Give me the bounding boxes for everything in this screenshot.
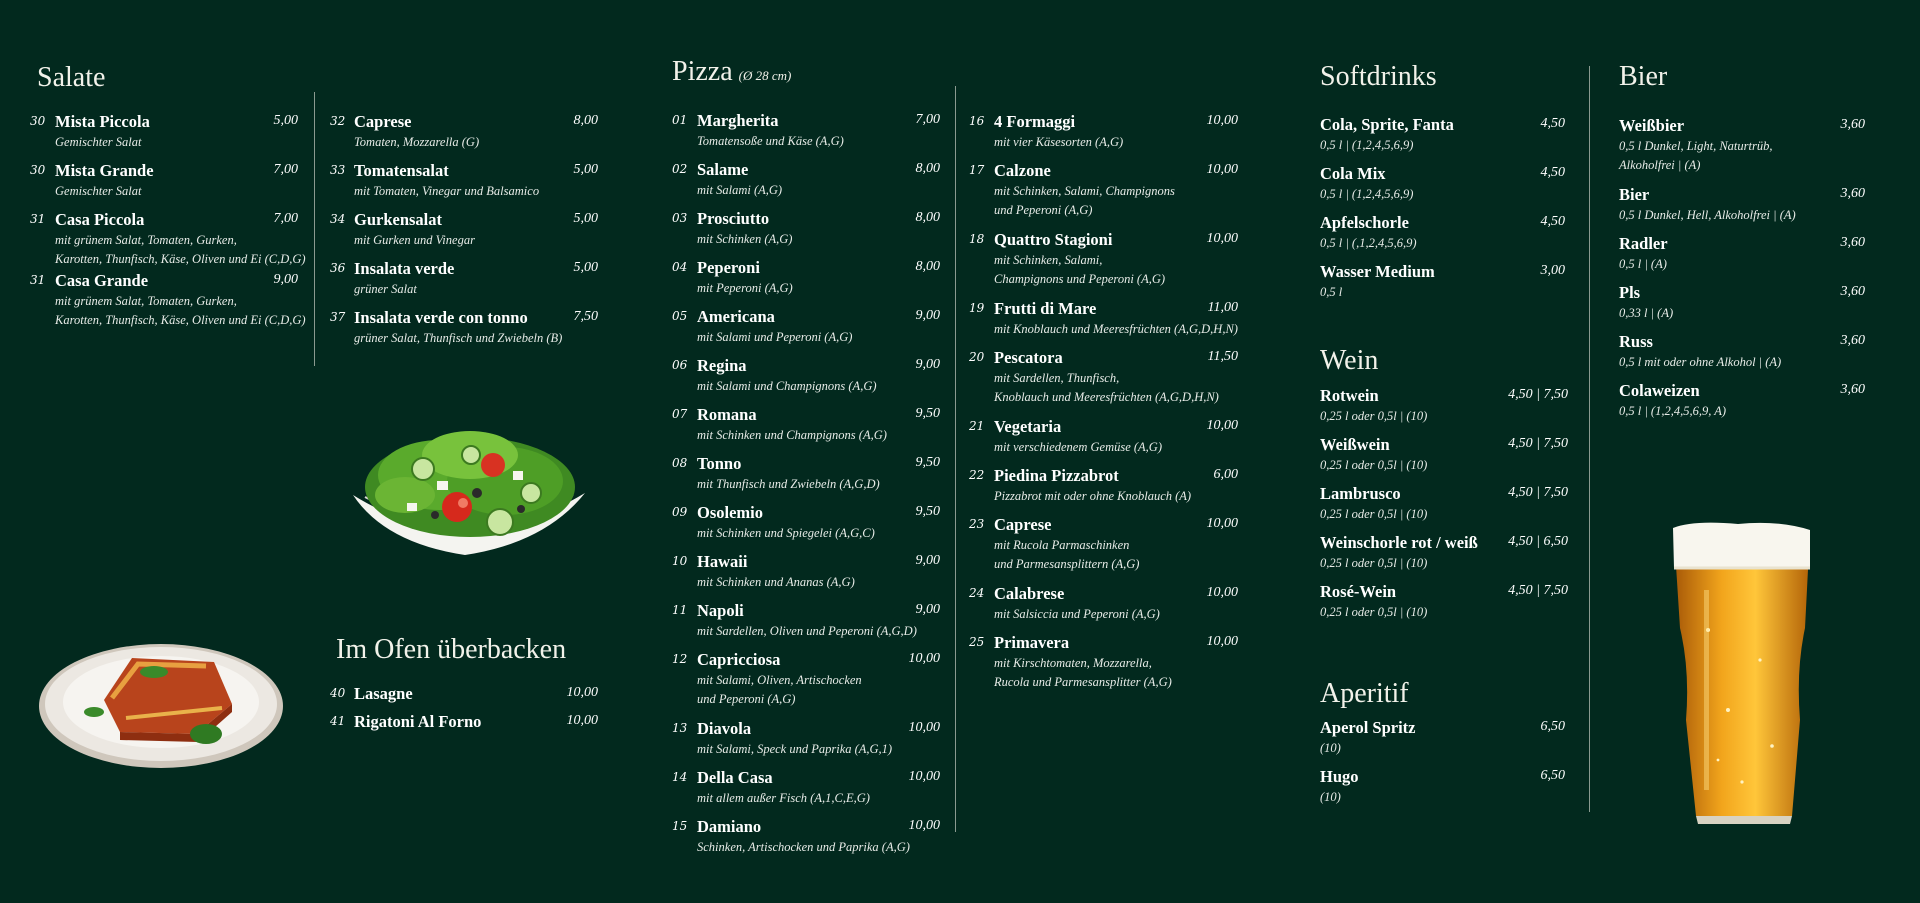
item-description <box>55 133 141 152</box>
item-price: 7,50 <box>573 309 598 324</box>
item-name: Radler <box>1619 234 1668 253</box>
item-number: 33 <box>330 163 346 177</box>
item-description <box>697 377 877 396</box>
item-price: 3,60 <box>1840 186 1865 201</box>
item-number: 32 <box>330 114 346 128</box>
item-price: 9,00 <box>915 602 940 617</box>
item-number: 41 <box>330 714 346 728</box>
heading-salate: Salate <box>37 62 106 93</box>
item-price: 9,00 <box>915 553 940 568</box>
item-description-line: Schinken, Artischocken und Paprika (A,G) <box>697 840 910 854</box>
item-description-line: mit grünem Salat, Tomaten, Gurken, <box>55 233 237 247</box>
item-name: Prosciutto <box>697 209 770 228</box>
beer-photo <box>1668 520 1816 826</box>
item-description-line: mit Schinken, Salami, <box>994 253 1103 267</box>
item-number: 22 <box>969 468 985 482</box>
item-description-line: mit vier Käsesorten (A,G) <box>994 135 1124 149</box>
item-description <box>994 182 1175 219</box>
item-price: 11,00 <box>1207 300 1238 315</box>
item-description <box>1320 788 1341 807</box>
item-description <box>697 328 852 347</box>
item-name: Regina <box>697 356 747 375</box>
item-number: 11 <box>672 603 688 617</box>
item-price: 9,00 <box>915 357 940 372</box>
item-description-line: mit allem außer Fisch (A,1,C,E,G) <box>697 791 870 805</box>
item-description <box>1320 505 1427 524</box>
item-description-line: 0,5 l mit oder ohne Alkohol | (A) <box>1619 355 1782 369</box>
item-description-line: mit Salami (A,G) <box>697 183 783 197</box>
item-description-line: mit Tomaten, Vinegar und Balsamico <box>354 184 540 198</box>
heading-softdrinks: Softdrinks <box>1320 61 1437 92</box>
item-name: Capricciosa <box>697 650 781 669</box>
item-name: Della Casa <box>697 768 773 787</box>
heading-im-ofen: Im Ofen überbacken <box>336 634 567 665</box>
item-number: 08 <box>672 456 688 470</box>
lasagne-photo <box>36 638 286 770</box>
item-description-line: grüner Salat <box>354 282 417 296</box>
item-description-line: mit Kirschtomaten, Mozzarella, <box>994 656 1152 670</box>
item-price: 8,00 <box>915 210 940 225</box>
item-description-line: mit Schinken, Salami, Champignons <box>994 184 1175 198</box>
item-name: Insalata verde <box>354 259 455 278</box>
item-number: 23 <box>969 517 985 531</box>
item-number: 12 <box>672 652 688 666</box>
item-description <box>1320 456 1427 475</box>
item-price: 10,00 <box>908 720 940 735</box>
item-description <box>1320 283 1342 302</box>
item-name: Frutti di Mare <box>994 299 1097 318</box>
item-name: Margherita <box>697 111 779 130</box>
item-name: Peperoni <box>697 258 760 277</box>
item-description-line: 0,25 l oder 0,5l | (10) <box>1320 409 1428 423</box>
item-description-line: 0,5 l Dunkel, Light, Naturtrüb, <box>1619 139 1773 153</box>
item-description <box>994 605 1160 624</box>
item-price: 6,50 <box>1540 719 1565 734</box>
item-number: 18 <box>969 232 985 246</box>
item-number: 34 <box>330 212 346 226</box>
item-description-line: und Peperoni (A,G) <box>697 691 796 706</box>
item-name: Weißbier <box>1619 116 1685 135</box>
item-price: 6,00 <box>1213 467 1238 482</box>
item-number: 21 <box>969 419 985 433</box>
item-price: 10,00 <box>1206 113 1238 128</box>
item-description-line: Tomatensoße und Käse (A,G) <box>697 134 844 148</box>
heading-wein: Wein <box>1320 345 1379 376</box>
item-price: 3,60 <box>1840 235 1865 250</box>
item-name: Wasser Medium <box>1320 262 1435 281</box>
item-description-line: 0,5 l Dunkel, Hell, Alkoholfrei | (A) <box>1619 208 1796 222</box>
item-name: Casa Grande <box>55 271 149 290</box>
item-description-line: Gemischter Salat <box>55 184 142 198</box>
item-description <box>994 536 1139 573</box>
item-number: 37 <box>330 310 346 324</box>
item-name: Weißwein <box>1320 435 1390 454</box>
item-description <box>1320 554 1427 573</box>
item-number: 20 <box>969 350 985 364</box>
item-price: 11,50 <box>1207 349 1238 364</box>
item-description-line: mit Sardellen, Thunfisch, <box>994 371 1120 385</box>
item-name: Diavola <box>697 719 752 738</box>
item-name: Insalata verde con tonno <box>354 308 528 327</box>
item-price: 10,00 <box>1206 516 1238 531</box>
item-price: 10,00 <box>1206 634 1238 649</box>
item-description <box>697 230 792 249</box>
item-price: 3,60 <box>1840 284 1865 299</box>
item-description <box>697 671 862 708</box>
item-price: 8,00 <box>915 161 940 176</box>
item-description <box>55 231 306 268</box>
item-price: 4,50 <box>1540 214 1565 229</box>
item-description-line: mit Schinken und Ananas (A,G) <box>697 575 855 589</box>
item-description-line: (10) <box>1320 790 1341 804</box>
item-description <box>1619 402 1726 421</box>
item-description-line: mit Schinken und Spiegelei (A,G,C) <box>697 526 875 540</box>
item-name: Calabrese <box>994 584 1065 603</box>
item-description <box>697 573 855 592</box>
item-price: 4,50 <box>1540 165 1565 180</box>
item-description-line: mit grünem Salat, Tomaten, Gurken, <box>55 294 237 308</box>
item-price: 4,50 <box>1540 116 1565 131</box>
item-description-line: 0,5 l | (A) <box>1619 257 1667 271</box>
item-price: 9,50 <box>915 406 940 421</box>
item-description-line: Karotten, Thunfisch, Käse, Oliven und Ei (C,D,G) <box>55 251 306 266</box>
item-name: Pls <box>1619 283 1641 302</box>
item-price: 10,00 <box>566 713 598 728</box>
item-description-line: und Peperoni (A,G) <box>994 202 1093 217</box>
item-description <box>994 320 1238 339</box>
item-number: 36 <box>330 261 346 275</box>
item-name: Aperol Spritz <box>1320 718 1416 737</box>
item-number: 01 <box>672 113 688 127</box>
item-number: 02 <box>672 162 688 176</box>
item-description <box>994 654 1172 691</box>
item-price: 4,50 | 7,50 <box>1508 387 1568 402</box>
item-price: 5,00 <box>273 113 298 128</box>
item-number: 25 <box>969 635 985 649</box>
item-description-line: 0,25 l oder 0,5l | (10) <box>1320 605 1428 619</box>
item-name: Rotwein <box>1320 386 1379 405</box>
item-price: 7,00 <box>273 211 298 226</box>
item-number: 16 <box>969 114 985 128</box>
item-description-line: Champignons und Peperoni (A,G) <box>994 271 1166 286</box>
item-name: Hawaii <box>697 552 748 571</box>
item-description <box>994 438 1162 457</box>
item-description-line: Knoblauch und Meeresfrüchten (A,G,D,H,N) <box>994 389 1219 404</box>
item-description <box>697 475 880 494</box>
item-description-line: Karotten, Thunfisch, Käse, Oliven und Ei (C,D,G) <box>55 312 306 327</box>
item-number: 14 <box>672 770 688 784</box>
item-number: 30 <box>30 163 46 177</box>
item-number: 07 <box>672 407 688 421</box>
item-description-line: mit verschiedenem Gemüse (A,G) <box>994 440 1162 454</box>
item-description <box>1320 234 1416 253</box>
item-name: Bier <box>1619 185 1650 204</box>
item-description-line: mit Salsiccia und Peperoni (A,G) <box>994 607 1160 621</box>
item-description <box>1320 739 1341 758</box>
item-description <box>697 181 782 200</box>
item-name: Cola, Sprite, Fanta <box>1320 115 1454 134</box>
item-number: 04 <box>672 260 688 274</box>
item-name: Mista Piccola <box>55 112 150 131</box>
item-description <box>1619 206 1796 225</box>
item-name: Cola Mix <box>1320 164 1386 183</box>
item-description <box>697 622 917 641</box>
item-description-line: mit Gurken und Vinegar <box>354 233 475 247</box>
item-description-line: 0,25 l oder 0,5l | (10) <box>1320 507 1428 521</box>
item-name: Hugo <box>1320 767 1359 786</box>
item-description-line: Pizzabrot mit oder ohne Knoblauch (A) <box>994 489 1192 503</box>
item-price: 4,50 | 7,50 <box>1508 485 1568 500</box>
item-name: Tomatensalat <box>354 161 449 180</box>
item-name: Mista Grande <box>55 161 154 180</box>
divider-salate <box>314 92 315 366</box>
item-name: Caprese <box>994 515 1052 534</box>
item-description <box>1320 603 1427 622</box>
item-price: 5,00 <box>573 162 598 177</box>
item-number: 03 <box>672 211 688 225</box>
item-description-line: Tomaten, Mozzarella (G) <box>354 135 480 149</box>
item-name: Calzone <box>994 161 1051 180</box>
item-description-line: grüner Salat, Thunfisch und Zwiebeln (B) <box>354 331 563 345</box>
item-description-line: und Parmesansplittern (A,G) <box>994 556 1140 571</box>
item-description <box>55 182 141 201</box>
salad-photo <box>345 415 591 561</box>
item-price: 8,00 <box>573 113 598 128</box>
item-description-line: mit Rucola Parmaschinken <box>994 538 1130 552</box>
item-number: 06 <box>672 358 688 372</box>
item-name: Primavera <box>994 633 1070 652</box>
item-description-line: 0,5 l | (1,2,4,5,6,9, A) <box>1619 404 1727 418</box>
item-name: Rigatoni Al Forno <box>354 712 482 731</box>
item-price: 10,00 <box>908 651 940 666</box>
item-price: 3,60 <box>1840 382 1865 397</box>
item-description <box>354 231 475 250</box>
item-price: 7,00 <box>273 162 298 177</box>
item-name: Damiano <box>697 817 762 836</box>
item-description <box>1320 136 1413 155</box>
item-name: Salame <box>697 160 749 179</box>
item-description-line: mit Thunfisch und Zwiebeln (A,G,D) <box>697 477 880 491</box>
item-name: Pescatora <box>994 348 1063 367</box>
item-price: 10,00 <box>908 818 940 833</box>
item-description-line: 0,25 l oder 0,5l | (10) <box>1320 458 1428 472</box>
item-description <box>1619 137 1772 174</box>
item-price: 10,00 <box>1206 418 1238 433</box>
item-description <box>994 369 1219 406</box>
item-price: 5,00 <box>573 260 598 275</box>
item-description-line: mit Salami und Peperoni (A,G) <box>697 330 853 344</box>
item-price: 3,60 <box>1840 117 1865 132</box>
item-price: 10,00 <box>566 685 598 700</box>
item-name: Casa Piccola <box>55 210 145 229</box>
item-name: Weinschorle rot / weiß <box>1320 533 1478 552</box>
item-name: Lambrusco <box>1320 484 1401 503</box>
item-description-line: Rucola und Parmesansplitter (A,G) <box>994 674 1172 689</box>
item-description <box>354 329 562 348</box>
item-description-line: mit Knoblauch und Meeresfrüchten (A,G,D,H,N) <box>994 322 1238 336</box>
item-name: Caprese <box>354 112 412 131</box>
item-description-line: mit Salami und Champignons (A,G) <box>697 379 877 393</box>
item-price: 3,60 <box>1840 333 1865 348</box>
item-description-line: mit Sardellen, Oliven und Peperoni (A,G,D) <box>697 624 917 638</box>
item-price: 4,50 | 6,50 <box>1508 534 1568 549</box>
item-price: 9,00 <box>915 308 940 323</box>
heading-aperitif: Aperitif <box>1320 678 1409 709</box>
item-name: Vegetaria <box>994 417 1062 436</box>
item-description-line: mit Peperoni (A,G) <box>697 281 793 295</box>
item-price: 8,00 <box>915 259 940 274</box>
item-price: 10,00 <box>1206 585 1238 600</box>
item-name: Romana <box>697 405 757 424</box>
item-number: 17 <box>969 163 985 177</box>
item-description-line: (10) <box>1320 741 1341 755</box>
item-description <box>1320 407 1427 426</box>
item-description-line: 0,5 l | (1,2,4,5,6,9) <box>1320 138 1414 152</box>
item-description <box>1320 185 1413 204</box>
item-name: Americana <box>697 307 775 326</box>
item-description-line: 0,33 l | (A) <box>1619 306 1674 320</box>
item-description-line: 0,5 l <box>1320 285 1343 299</box>
item-name: Russ <box>1619 332 1653 351</box>
item-description <box>697 132 844 151</box>
item-name: Apfelschorle <box>1320 213 1409 232</box>
item-description <box>994 133 1123 152</box>
heading-pizza-title: Pizza <box>672 56 733 87</box>
item-description <box>1619 255 1667 274</box>
item-number: 40 <box>330 686 346 700</box>
item-name: 4 Formaggi <box>994 112 1076 131</box>
divider-pizza <box>955 86 956 832</box>
item-number: 30 <box>30 114 46 128</box>
item-description <box>1619 304 1673 323</box>
item-number: 24 <box>969 586 985 600</box>
item-price: 10,00 <box>1206 162 1238 177</box>
item-number: 10 <box>672 554 688 568</box>
item-number: 31 <box>30 273 46 287</box>
item-description-line: mit Schinken (A,G) <box>697 232 793 246</box>
item-price: 10,00 <box>908 769 940 784</box>
item-price: 9,50 <box>915 504 940 519</box>
item-price: 9,50 <box>915 455 940 470</box>
item-description <box>354 133 479 152</box>
item-description <box>1619 353 1781 372</box>
item-description <box>994 487 1191 506</box>
item-name: Osolemio <box>697 503 763 522</box>
item-description-line: mit Salami, Oliven, Artischocken <box>697 673 862 687</box>
item-description <box>697 838 910 857</box>
item-price: 9,00 <box>273 272 298 287</box>
item-number: 09 <box>672 505 688 519</box>
item-description <box>354 280 417 299</box>
item-name: Lasagne <box>354 684 413 703</box>
item-description <box>697 426 887 445</box>
item-description <box>55 292 306 329</box>
item-price: 7,00 <box>915 112 940 127</box>
item-name: Piedina Pizzabrot <box>994 466 1119 485</box>
item-number: 19 <box>969 301 985 315</box>
item-number: 13 <box>672 721 688 735</box>
item-name: Napoli <box>697 601 744 620</box>
item-name: Quattro Stagioni <box>994 230 1113 249</box>
item-number: 05 <box>672 309 688 323</box>
heading-pizza <box>672 56 791 88</box>
item-description <box>994 251 1165 288</box>
item-description-line: Gemischter Salat <box>55 135 142 149</box>
item-name: Colaweizen <box>1619 381 1700 400</box>
item-price: 10,00 <box>1206 231 1238 246</box>
item-description-line: mit Salami, Speck und Paprika (A,G,1) <box>697 742 893 756</box>
item-description <box>697 789 870 808</box>
item-description-line: mit Schinken und Champignons (A,G) <box>697 428 887 442</box>
item-description <box>697 279 793 298</box>
item-number: 15 <box>672 819 688 833</box>
item-description-line: 0,25 l oder 0,5l | (10) <box>1320 556 1428 570</box>
item-name: Gurkensalat <box>354 210 443 229</box>
divider-drinks <box>1589 66 1590 812</box>
item-price: 4,50 | 7,50 <box>1508 436 1568 451</box>
item-description <box>697 740 892 759</box>
pizza-size-note: (Ø 28 cm) <box>738 68 792 83</box>
item-description-line: 0,5 l | (,1,2,4,5,6,9) <box>1320 236 1417 250</box>
heading-bier: Bier <box>1619 61 1668 92</box>
item-price: 4,50 | 7,50 <box>1508 583 1568 598</box>
item-number: 31 <box>30 212 46 226</box>
item-price: 3,00 <box>1540 263 1565 278</box>
item-description-line: Alkoholfrei | (A) <box>1619 157 1701 172</box>
item-description-line: 0,5 l | (1,2,4,5,6,9) <box>1320 187 1414 201</box>
item-price: 6,50 <box>1540 768 1565 783</box>
item-name: Rosé-Wein <box>1320 582 1397 601</box>
item-price: 5,00 <box>573 211 598 226</box>
item-description <box>354 182 539 201</box>
item-name: Tonno <box>697 454 742 473</box>
item-description <box>697 524 875 543</box>
